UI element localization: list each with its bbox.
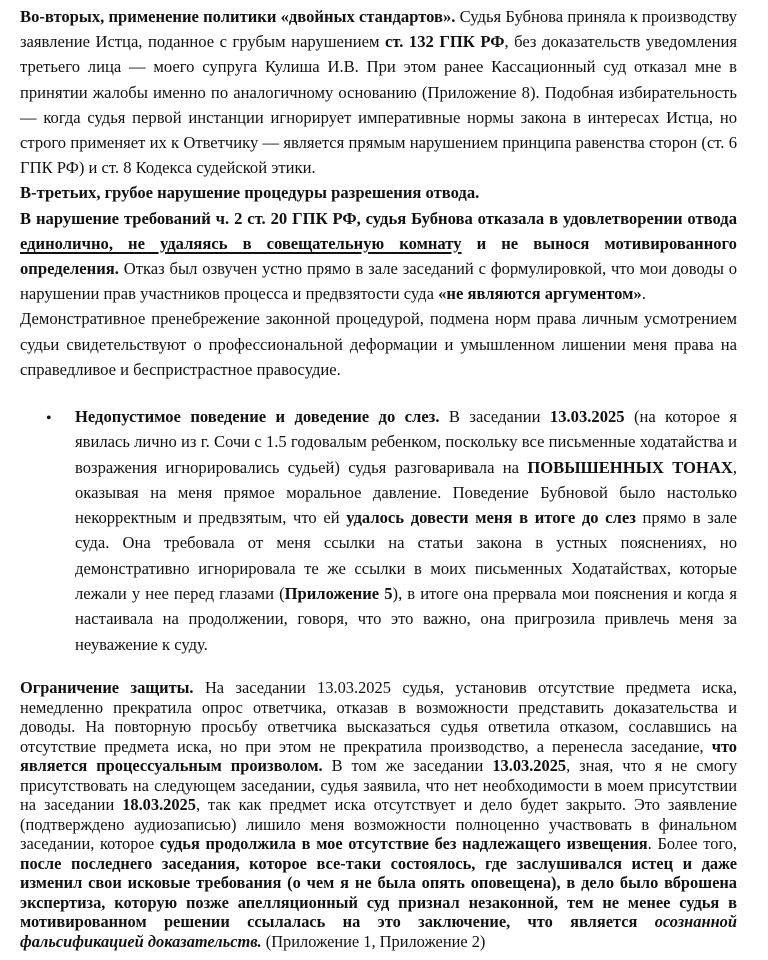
- bullet-heading: Недопустимое поведение и доведение до слез.: [75, 407, 440, 426]
- section-clip: [0, 0, 768, 381]
- paragraph-defense-restriction: Ограничение защиты. На заседании 13.03.2025 судья, установив отсутствие предмета иска, немедленно прекратила опрос ответчика, отказав в возможности представить доказательства и доводы. На повторную просьбу ответчика высказаться судья ответила отказом, сославшись на отсутствие предмета иска, но при этом не прекратила производство, а перенесла заседание, что является процессуальным произволом. В том же заседании 13.03.2025, зная, что я не смогу присутствовать на следующем заседании, судья заявила, что нет необходимости в моем присутствии на заседании 18.03.2025, так как предмет иска отсутствует и дело будет закрыто. Это заявление (подтверждено аудиозаписью) лишило меня возможности полноценно участвовать в финальном заседании, которое судья продолжила в мое отсутствие без надлежащего извещения. Более того, после последнего заседания, которое все-таки состоялось, где заслушивался истец и даже изменил свои исковые требования (о чем я не была опять оповещена), в дело было вброшена экспертиза, которую позже апелляционный суд признал незаконной, тем не менее судья в мотивированном решении ссылалась на это заключение, что является осознанной фальсификацией доказательств. (Приложение 1, Приложение 2): [20, 678, 738, 951]
- italic-emphasis: осознанной фальсификацией доказательств.: [20, 912, 737, 951]
- paragraph-double-standards: Во-вторых, применение политики «двойных стандартов». Судья Бубнова приняла к производству заявление Истца, поданное с грубым нарушением ст. 132 ГПК РФ, без доказательств уведомления третьего лица — моего супруга Кулиша И.В. При этом ранее Кассационный суд отказал мне в принятии жалобы именно по аналогичному основанию (Приложение 8). Подобная избирательность — когда судья первой инстанции игнорирует императивные нормы закона в интересах Истца, но строго применяет их к Ответчику — является прямым нарушением принципа равенства сторон (ст. 6 ГПК РФ) и ст. 8 Кодекса судейской этики. В-третьих, грубое нарушение процедуры разрешения отвода. В нарушение требований ч. 2 ст. 20 ГПК РФ, судья Бубнова отказала в удовлетворении отвода единолично, не удаляясь в совещательную комнату и не вынося мотивированного определения. Отказ был озвучен устно прямо в зале заседаний с формулировкой, что мои доводы о нарушении прав участников процесса и предвзятости суда «не являются аргументом». Демонстративное пренебрежение законной процедурой, подмена норм права личным усмотрением судьи свидетельствуют о профессиональной деформации и умышленном лишении меня права на справедливое и беспристрастное правосудие.: [20, 4, 737, 381]
- bullet-icon: •: [46, 410, 52, 427]
- section-heading-defense: Ограничение защиты.: [20, 678, 194, 697]
- bullet-item-misconduct: Недопустимое поведение и доведение до слез. В заседании 13.03.2025 (на которое я явилась лично из г. Сочи с 1.5 годовалым ребенком, поскольку все письменные ходатайства и возражения игнорировались судьей) судья разговаривала на ПОВЫШЕННЫХ ТОНАХ, оказывая на меня прямое моральное давление. Поведение Бубновой было настолько некорректным и предвзятым, что ей удалось довести меня в итоге до слез прямо в зале суда. Она требовала от меня ссылки на статьи закона в устных пояснениях, но демонстративно игнорировала те же ссылки в моих письменных Ходатайствах, которые лежали у нее перед глазами (Приложение 5), в итоге она прервала мои пояснения и когда я настаивала на продолжении, говоря, что это важно, она пригрозила привлечь меня за неуважение к суду.: [75, 407, 737, 654]
- paragraph-recusal-heading: [20, 180, 737, 205]
- date: 13.03.2025: [549, 407, 625, 426]
- emphasis: удалось довести меня в итоге до слез: [346, 508, 636, 528]
- paragraph-recusal: В нарушение требований ч. 2 ст. 20 ГПК РФ, судья Бубнова отказала в удовлетворении отвода единолично, не удаляясь в совещательную комнату и не вынося мотивированного определения. Отказ был озвучен устно прямо в зале заседаний с формулировкой, что мои доводы о нарушении прав участников процесса и предвзятости суда «не являются аргументом».: [20, 208, 737, 304]
- section-heading-recusal: В-третьих, грубое нарушение процедуры разрешения отвода.: [20, 183, 480, 203]
- section-heading-double-standards: Во-вторых, применение политики «двойных стандартов».: [20, 7, 456, 26]
- appendix-reference: Приложение 5: [284, 584, 393, 604]
- underlined-phrase: единолично, не удаляясь в совещательную комнату: [20, 233, 462, 253]
- date: 18.03.2025: [122, 795, 196, 814]
- paragraph-recusal-conclusion: Демонстративное пренебрежение законной процедурой, подмена норм права личным усмотрением судьи свидетельствуют о профессиональной деформации и умышленном лишении меня права на справедливое и беспристрастное правосудие.: [20, 309, 737, 379]
- emphasis: ПОВЫШЕННЫХ ТОНАХ: [527, 457, 733, 477]
- date: 13.03.2025: [492, 756, 567, 775]
- law-reference: ст. 132 ГПК РФ: [385, 32, 505, 52]
- quoted-phrase: «не являются аргументом»: [438, 284, 642, 304]
